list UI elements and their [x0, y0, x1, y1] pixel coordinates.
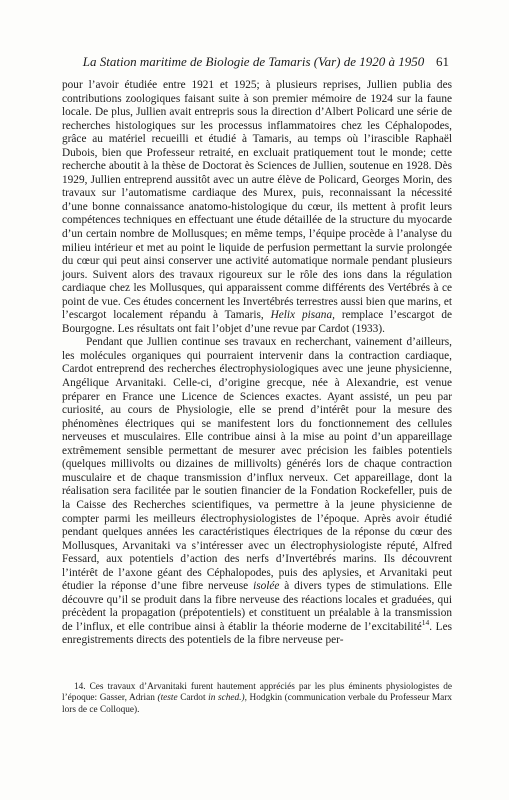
paragraph-1-tail: remplace l’escargot de Bourgogne. Les résultats ont fait l’objet d’une revue par Cardot (1933). — [62, 309, 452, 335]
footnote-text-c: Hodgkin (communication verbale du Professeur Marx lors de ce Colloque). — [62, 693, 453, 715]
emphasis-isolee: isolée — [253, 580, 280, 593]
paragraph-2 — [62, 336, 452, 648]
paragraph-2-text-b: à divers types de stimulations. Elle découvre qu’il se produit dans la fibre nerveuse des réactions locales et graduées, qui précèdent la propagation (prépotentiels) et constituent un préalable à la transmission de l’influx, et elle contribue ainsi à établir la théorie moderne de l’excitabilité — [62, 580, 453, 633]
body-text — [62, 79, 452, 648]
footnote-reference[interactable]: 14 — [421, 618, 430, 628]
running-header — [58, 54, 449, 70]
footnote-text-a: Ces travaux d’Arvanitaki furent hautement appréciés par les plus éminents physiologistes de l’époque: Gasser, Adrian — [62, 682, 452, 704]
footnote-italic-2: in sched.), — [208, 693, 247, 704]
paragraph-2-text-a: Pendant que Jullien continue ses travaux en recherchant, vainement d’ailleurs, les molécules organiques qui pourraient intervenir dans la contraction cardiaque, Cardot entreprend des recherches électrophysiologiques avec une jeune physicienne, Angélique Arvanitaki. Celle-ci, d’origine grecque, née à Alexandrie, est venue préparer en France une Licence de Sciences exactes. Ayant assisté, un peu par curiosité, au cours de Physiologie, elle se prend d’intérêt pour la mesure des phénomènes électriques qui se manifestent lors du fonctionnement des cellules nerveuses et musculaires. Elle contribue ainsi à la mise au point d’un appareillage extrêmement sensible permettant de mesurer avec précision les faibles potentiels (quelques millivolts ou dizaines de millivolts) générés lors de chaque contraction musculaire et de chaque transmission d’influx nerveux. Cet appareillage, dont la réalisation sera facilitée par le soutien financier de la Fondation Rockefeller, puis de la Caisse des Recherches scientifiques, va permettre à la jeune physicienne de compter parmi les meilleurs électrophysiologistes de l’époque. Après avoir étudié pendant quelques années les caractéristiques électriques de la réponse du cœur des Mollusques, Arvanitaki va s’intéresser avec un électrophysiologiste réputé, Alfred Fessard, aux potentiels d’action des nerfs d’Invertébrés marins. Ils découvrent l’intérêt de l’axone géant des Céphalopodes, puis des aplysies, et Arvanitaki peut étudier la réponse d’une fibre nerveuse — [62, 336, 452, 593]
footnote-text-b: Cardot — [180, 693, 206, 704]
footnote-italic-1: (teste — [157, 693, 178, 704]
running-title: La Station maritime de Biologie de Tamaris (Var) de 1920 à 1950 — [82, 54, 425, 69]
footnote — [62, 682, 452, 716]
paragraph-2-text-c: . Les enregistrements directs des potentiels de la fibre nerveuse per- — [62, 620, 452, 647]
paragraph-1 — [62, 79, 452, 336]
page-number: 61 — [436, 54, 449, 69]
paragraph-1-text: pour l’avoir étudiée entre 1921 et 1925; à plusieurs reprises, Jullien publia des contributions zoologiques faisant suite à son premier mémoire de 1924 sur la faune locale. De plus, Jullien avait entrepris sous la direction d’Albert Policard une série de recherches histologiques sur les processus inflammatoires chez les Céphalopodes, grâce au matériel recueilli et étudié à Tamaris, au temps où l’irascible Raphaël Dubois, bien que Professeur retraité, en excluait pratiquement tout le monde; cette recherche aboutit à la thèse de Doctorat ès Sciences de Jullien, soutenue en 1928. Dès 1929, Jullien entreprend aussitôt avec un autre élève de Policard, Georges Morin, des travaux sur l’automatisme cardiaque des Murex, puis, reconnaissant la nécessité d’une bonne connaissance anatomo-histologique du cœur, ils mettent à profit leurs compétences techniques en effectuant une étude détaillée de la structure du myocarde d’un certain nombre de Mollusques; en même temps, l’équipe procède à l’analyse du milieu intérieur et met au point le liquide de perfusion permettant la survie prolongée du cœur qui peut ainsi conserver une activité automatique normale pendant plusieurs jours. Suivent alors des travaux rigoureux sur le rôle des ions dans la régulation cardiaque chez les Mollusques, qui apparaissent comme différents des Vertébrés à ce point de vue. Ces études concernent les Invertébrés terrestres aussi bien que marins, et l’escargot localement répandu à Tamaris, — [62, 79, 452, 322]
footnote-number: 14. — [74, 682, 86, 692]
species-name: Helix pisana, — [270, 309, 335, 322]
